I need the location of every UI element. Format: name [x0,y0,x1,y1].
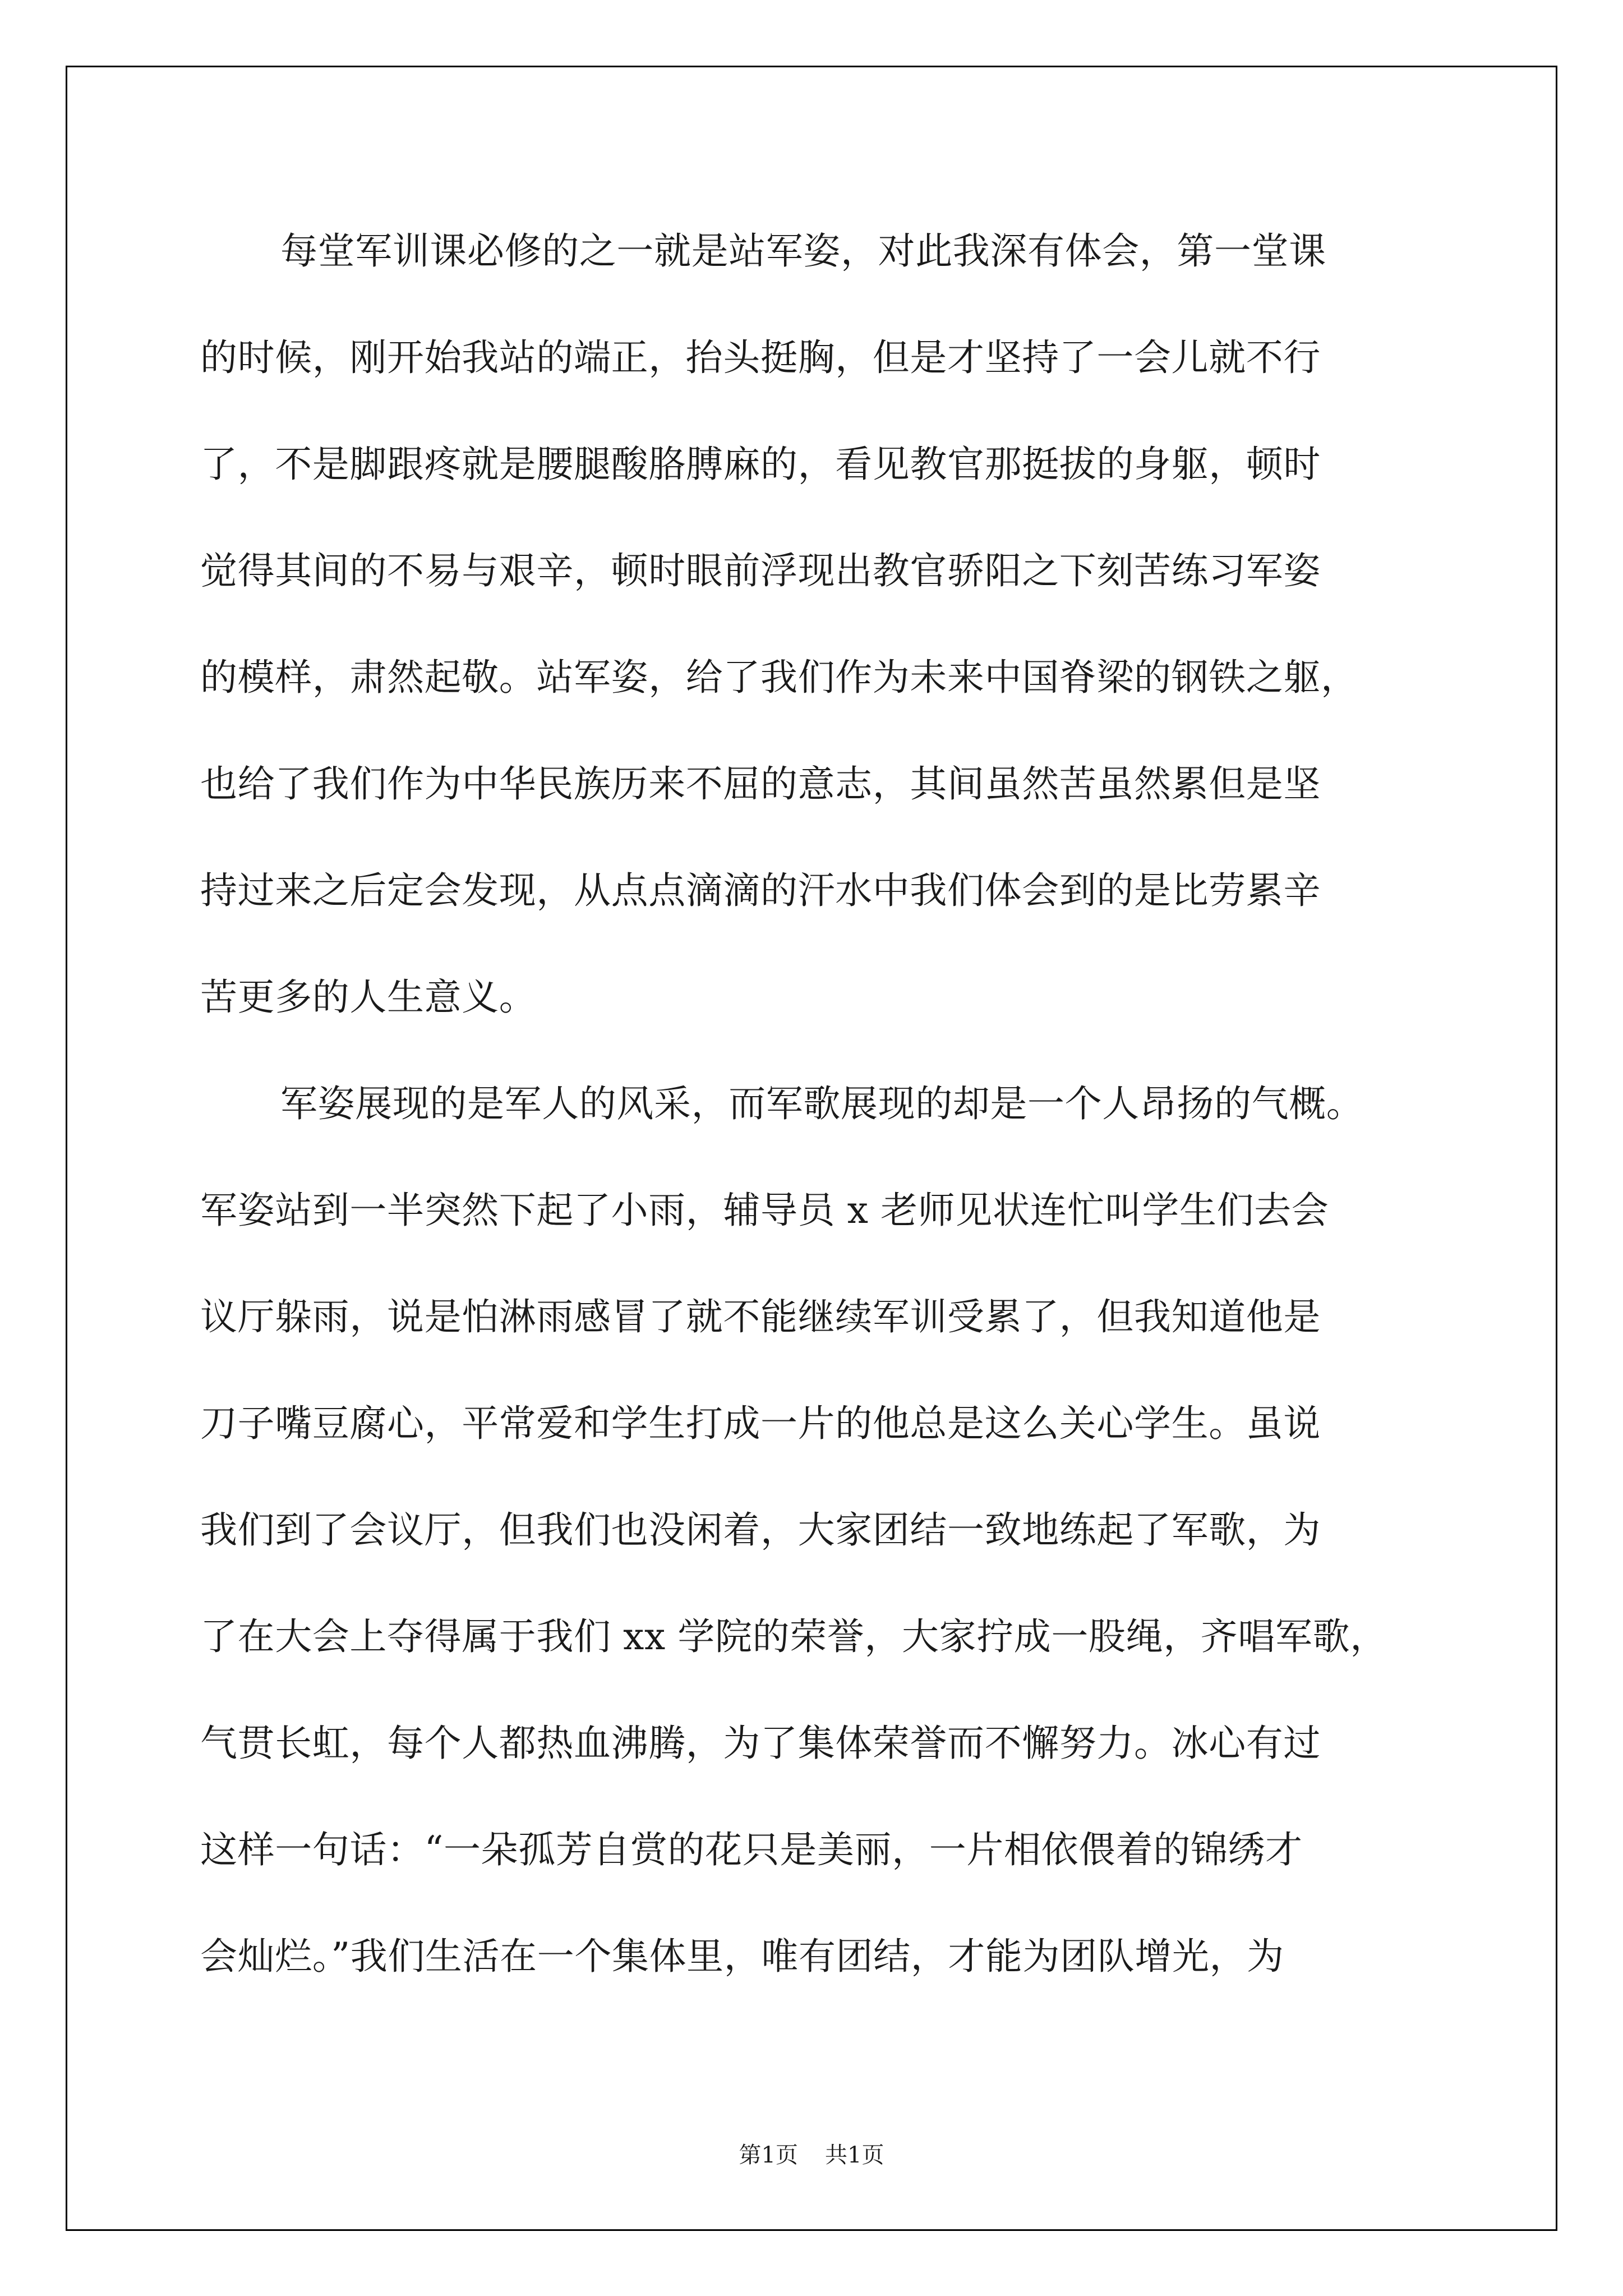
page-total: 共1页 [825,2142,884,2168]
paragraph-2-line-1: 军姿展现的是军人的风采，而军歌展现的却是一个人昂扬的气概。 [280,1082,1364,1125]
paragraph-2-line-9: 会灿烂。”我们生活在一个集体里，唯有团结，才能为团队增光，为 [200,1935,1284,1978]
paragraph-2-line-5: 我们到了会议厅，但我们也没闲着，大家团结一致地练起了军歌，为 [200,1508,1321,1552]
page-border [66,66,1557,2231]
paragraph-2-line-6: 了在大会上夺得属于我们 xx 学院的荣誉，大家拧成一股绳，齐唱军歌， [200,1615,1387,1658]
page-number: 第1页 [739,2142,798,2168]
paragraph-1-line-8: 苦更多的人生意义。 [200,976,537,1019]
page-footer [0,2138,1623,2172]
paragraph-2-line-7: 气贯长虹，每个人都热血沸腾，为了集体荣誉而不懈努力。冰心有过 [200,1722,1321,1765]
paragraph-2-line-8: 这样一句话：“一朵孤芳自赏的花只是美丽，一片相依偎着的锦绣才 [200,1828,1303,1871]
paragraph-1-line-7: 持过来之后定会发现，从点点滴滴的汗水中我们体会到的是比劳累辛 [200,869,1321,912]
paragraph-1-line-1: 每堂军训课必修的之一就是站军姿，对此我深有体会，第一堂课 [280,229,1326,273]
paragraph-2-line-2: 军姿站到一半突然下起了小雨，辅导员 x 老师见状连忙叫学生们去会 [200,1189,1329,1232]
paragraph-1-line-3: 了，不是脚跟疼就是腰腿酸胳膊麻的，看见教官那挺拔的身躯，顿时 [200,443,1321,486]
paragraph-2-line-3: 议厅躲雨，说是怕淋雨感冒了就不能继续军训受累了，但我知道他是 [200,1295,1321,1338]
paragraph-1-line-5: 的模样，肃然起敬。站军姿，给了我们作为未来中国脊梁的钢铁之躯， [200,656,1358,699]
paragraph-2-line-4: 刀子嘴豆腐心，平常爱和学生打成一片的他总是这么关心学生。虽说 [200,1402,1321,1445]
paragraph-1-line-6: 也给了我们作为中华民族历来不屈的意志，其间虽然苦虽然累但是坚 [200,762,1321,806]
paragraph-1-line-4: 觉得其间的不易与艰辛，顿时眼前浮现出教官骄阳之下刻苦练习军姿 [200,549,1321,592]
paragraph-1-line-2: 的时候，刚开始我站的端正，抬头挺胸，但是才坚持了一会儿就不行 [200,336,1321,379]
